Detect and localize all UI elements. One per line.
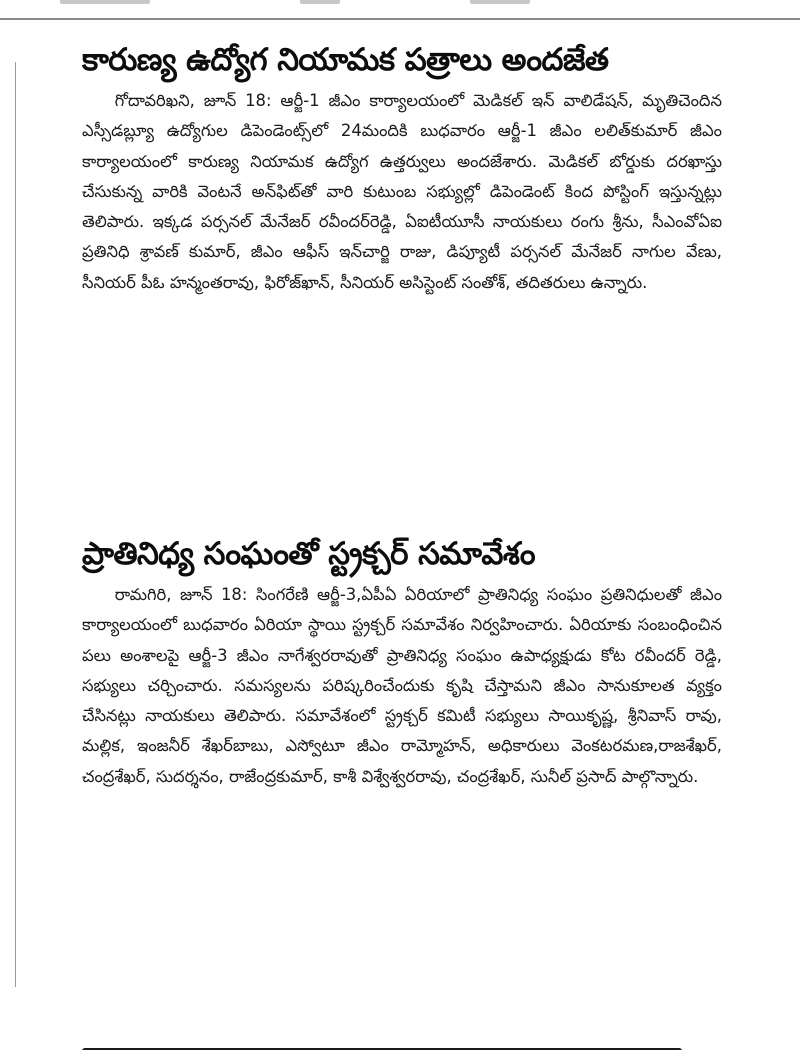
article-compassionate-appointments [82, 38, 722, 298]
article-body: గోదావరిఖని, జూన్ 18: ఆర్జీ-1 జీఎం కార్యాలయంలో మెడికల్ ఇన్ వాలిడేషన్, మృతిచెందిన ఎస్సీడబ్ల్యూ ఉద్యోగుల డిపెండెంట్స్‌లో 24మందికి బుధవారం ఆర్జీ-1 జీఎం లలిత్‌కుమార్ జీఎం కార్యాలయంలో కారుణ్య నియామక ఉద్యోగ ఉత్తర్వులు అందజేశారు. మెడికల్ బోర్డుకు దరఖాస్తు చేసుకున్న వారికి వెంటనే అన్‌ఫిట్‌తో వారి కుటుంబ సభ్యుల్లో డిపెండెంట్ కింద పోస్టింగ్ ఇస్తున్నట్లు తెలిపారు. ఇక్కడ పర్సనల్ మేనేజర్ రవీందర్‌రెడ్డి, ఏఐటీయూసీ నాయకులు రంగు శ్రీను, సీఎంవోఏఐ ప్రతినిధి శ్రావణ్ కుమార్, జీఎం ఆఫీస్ ఇన్‌చార్జి రాజు, డిప్యూటీ పర్సనల్ మేనేజర్ నాగుల వేణు, సీనియర్ పీఓ హన్మంతరావు, ఫిరోజ్‌ఖాన్, సీనియర్ అసిస్టెంట్ సంతోశ్, తదితరులు ఉన్నారు. [82, 91, 722, 292]
article-structure-meeting [82, 532, 722, 792]
next-article-fragment [82, 1030, 722, 1050]
article-headline: కారుణ్య ఉద్యోగ నియామక పత్రాలు అందజేత [82, 42, 609, 78]
article-headline: ప్రాతినిధ్య సంఘంతో స్ట్రక్చర్ సమావేశం [82, 536, 536, 572]
column-divider [15, 62, 16, 987]
top-divider [0, 18, 800, 20]
next-headline-cut [82, 1030, 722, 1050]
previous-article-fragment [0, 0, 800, 14]
article-body: రామగిరి, జూన్ 18: సింగరేణి ఆర్జీ-3,ఏపీఏ ఏరియాలో ప్రాతినిధ్య సంఘం ప్రతినిధులతో జీఎం కార్యాలయంలో బుధవారం ఏరియా స్థాయి స్ట్రక్చర్ సమావేశం నిర్వహించారు. ఏరియాకు సంబంధించిన పలు అంశాలపై ఆర్జీ-3 జీఎం నాగేశ్వరరావుతో ప్రాతినిధ్య సంఘం ఉపాధ్యక్షుడు కోట రవీందర్ రెడ్డి, సభ్యులు చర్చించారు. సమస్యలను పరిష్కరించేందుకు కృషి చేస్తామని జీఎం సానుకూలత వ్యక్తం చేసినట్లు నాయకులు తెలిపారు. సమావేశంలో స్ట్రక్చర్ కమిటీ సభ్యులు సాయికృష్ణ, శ్రీనివాస్ రావు, మల్లిక, ఇంజనీర్ శేఖర్‌బాబు, ఎస్వోటూ జీఎం రామ్మోహన్, అధికారులు వెంకటరమణ,రాజశేఖర్, చంద్రశేఖర్, సుదర్శనం, రాజేంద్రకుమార్, కాశీ విశ్వేశ్వరరావు, చంద్రశేఖర్, సునీల్ ప్రసాద్ పాల్గొన్నారు. [82, 585, 722, 786]
